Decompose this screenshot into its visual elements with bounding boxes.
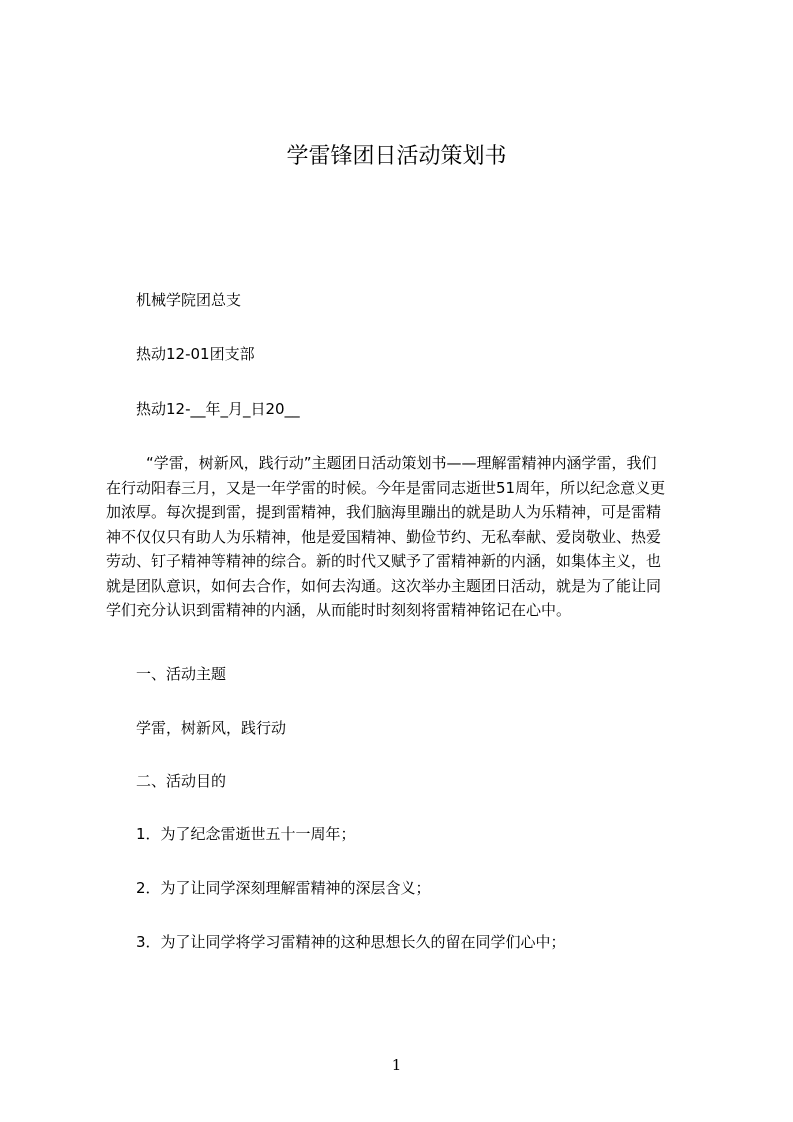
branch-line: 热动12-01团支部 (136, 345, 255, 363)
purpose-item: 3．为了让同学将学习雷精神的这种思想长久的留在同学们心中； (136, 933, 566, 951)
page-number: 1 (391, 1056, 402, 1074)
paragraph-line: 神不仅仅只有助人为乐精神，他是爱国精神、勤俭节约、无私奉献、爱岗敬业、热爱 (106, 527, 662, 546)
purpose-item: 1．为了纪念雷逝世五十一周年； (136, 825, 356, 843)
paragraph-line: 学们充分认识到雷精神的内涵，从而能时时刻刻将雷精神铭记在心中。 (106, 601, 572, 619)
purpose-item: 2．为了让同学深刻理解雷精神的深层含义； (136, 879, 431, 897)
date-line: 热动12-__年_月_日20__ (136, 400, 300, 418)
paragraph-line: 劳动、钉子精神等精神的综合。新的时代又赋予了雷精神新的内涵，如集体主义，也 (106, 552, 662, 570)
org-line: 机械学院团总支 (136, 291, 242, 309)
paragraph-line: 加浓厚。每次提到雷，提到雷精神，我们脑海里蹦出的就是助人为乐精神，可是雷精 (106, 503, 662, 521)
paragraph-line: 在行动阳春三月，又是一年学雷的时候。今年是雷同志逝世51周年，所以纪念意义更 (106, 478, 666, 497)
section-heading-theme: 一、活动主题 (136, 665, 227, 683)
intro-paragraph (106, 451, 696, 623)
paragraph-line: “学雷，树新风，践行动”主题团日活动策划书——理解雷精神内涵学雷，我们 (146, 454, 657, 472)
document-title: 学雷锋团日活动策划书 (286, 144, 507, 169)
paragraph-line: 就是团队意识，如何去合作，如何去沟通。这次举办主题团日活动，就是为了能让同 (106, 576, 662, 595)
theme-text: 学雷，树新风，践行动 (136, 719, 287, 737)
section-heading-purpose: 二、活动目的 (136, 772, 227, 790)
